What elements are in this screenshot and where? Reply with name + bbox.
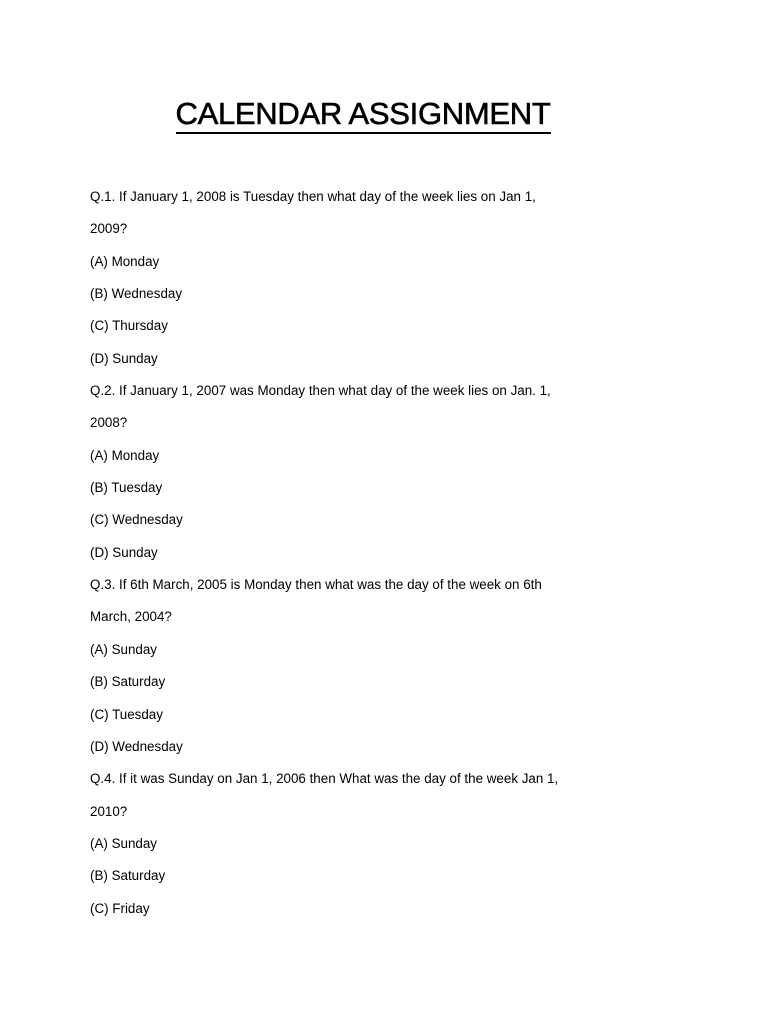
question-2-text-continued: 2008? xyxy=(90,415,128,431)
question-4-text-continued: 2010? xyxy=(90,803,128,819)
question-2-option-d: (D) Sunday xyxy=(90,544,158,560)
question-1-option-b: (B) Wednesday xyxy=(90,286,183,302)
question-3-option-a: (A) Sunday xyxy=(90,641,157,657)
question-1-text: Q.1. If January 1, 2008 is Tuesday then what day of the week lies on Jan 1, xyxy=(90,189,536,204)
question-2-option-a: (A) Monday xyxy=(90,447,160,463)
question-2-option-c: (C) Wednesday xyxy=(90,512,183,528)
question-1-option-c: (C) Thursday xyxy=(90,318,168,334)
question-2-text: Q.2. If January 1, 2007 was Monday then what day of the week lies on Jan. 1, xyxy=(90,383,551,399)
question-3-option-b: (B) Saturday xyxy=(90,674,166,690)
question-3-option-d: (D) Wednesday xyxy=(90,738,183,754)
document-title: CALENDAR ASSIGNMENT xyxy=(176,96,551,134)
question-4-text: Q.4. If it was Sunday on Jan 1, 2006 then What was the day of the week Jan 1, xyxy=(90,771,559,787)
question-4-option-a: (A) Sunday xyxy=(90,835,157,851)
question-list xyxy=(90,183,710,927)
question-3-option-c: (C) Tuesday xyxy=(90,706,163,722)
question-1-option-a: (A) Monday xyxy=(90,253,160,269)
document-title-wrapper xyxy=(0,96,726,134)
question-1-option-d: (D) Sunday xyxy=(90,350,158,366)
question-3-text: Q.3. If 6th March, 2005 is Monday then what was the day of the week on 6th xyxy=(90,577,542,593)
question-2-option-b: (B) Tuesday xyxy=(90,480,163,496)
question-1-text-continued: 2009? xyxy=(90,221,128,237)
question-3-text-continued: March, 2004? xyxy=(90,609,172,625)
question-4-option-b: (B) Saturday xyxy=(90,868,166,884)
question-4-option-c: (C) Friday xyxy=(90,900,150,916)
